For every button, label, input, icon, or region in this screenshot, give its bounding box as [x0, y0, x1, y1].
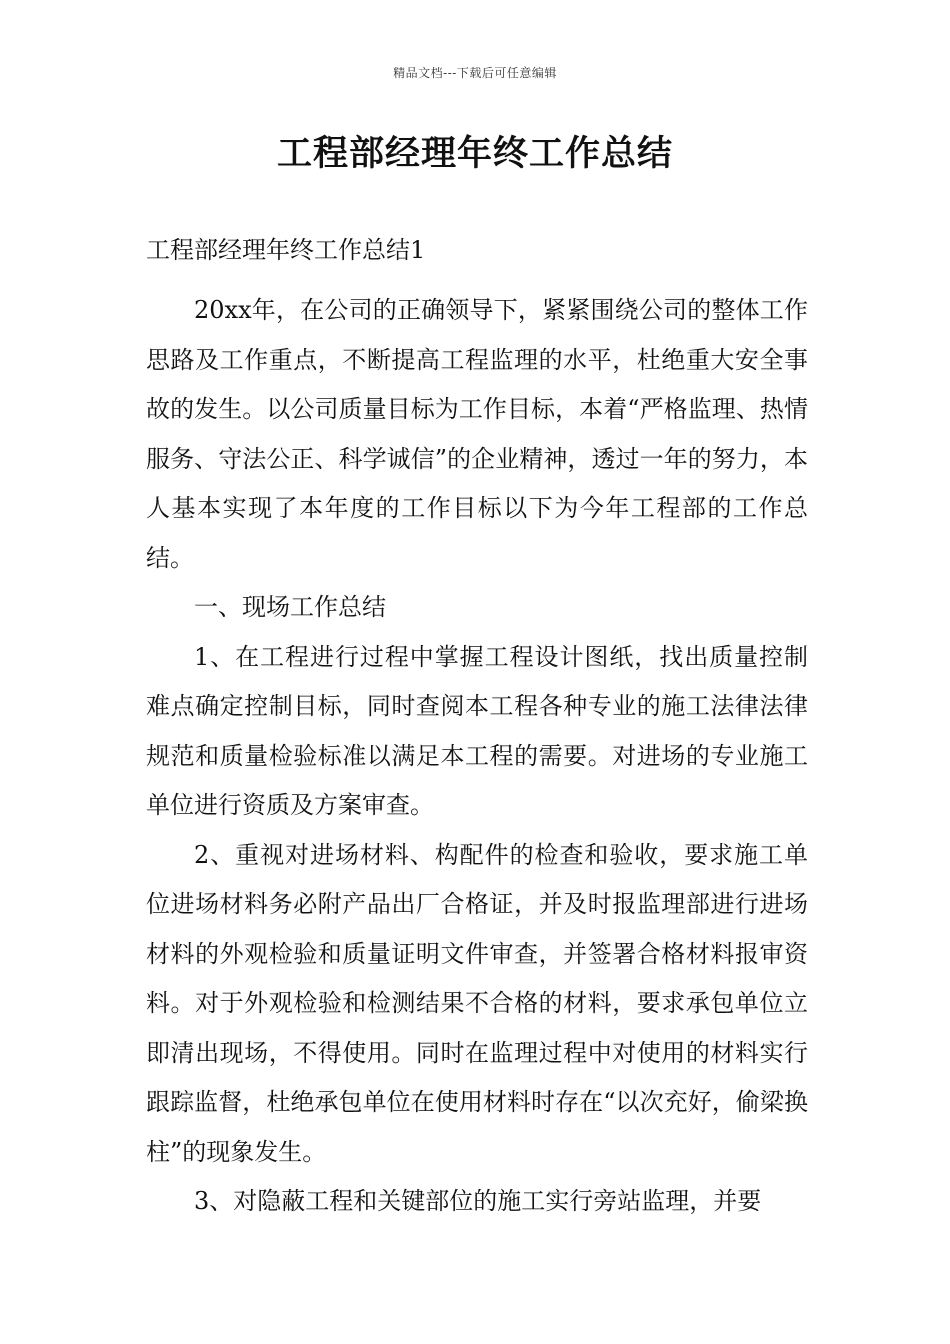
paragraph-intro: 20xx年，在公司的正确领导下，紧紧围绕公司的整体工作思路及工作重点，不断提高工程监理的水平，杜绝重大安全事故的发生。以公司质量目标为工作目标，本着“严格监理、热情服务、守法公正、科学诚信”的企业精神，透过一年的努力，本人基本实现了本年度的工作目标以下为今年工程部的工作总结。: [146, 296, 808, 572]
section-subtitle: 工程部经理年终工作总结1: [146, 236, 426, 264]
document-body: [146, 230, 808, 1227]
header-note: 精品文档---下载后可任意编辑: [393, 66, 557, 80]
paragraph-item-1: 1、在工程进行过程中掌握工程设计图纸，找出质量控制难点确定控制目标，同时查阅本工程各种专业的施工法律法律规范和质量检验标准以满足本工程的需要。对进场的专业施工单位进行资质及方案审查。: [146, 642, 808, 819]
section-heading-onsite-work: 一、现场工作总结: [194, 593, 386, 621]
paragraph-item-3: 3、对隐蔽工程和关键部位的施工实行旁站监理，并要: [194, 1187, 762, 1215]
paragraph-item-2: 2、重视对进场材料、构配件的检查和验收，要求施工单位进场材料务必附产品出厂合格证，并及时报监理部进行进场材料的外观检验和质量证明文件审查，并签署合格材料报审资料。对于外观检验和检测结果不合格的材料，要求承包单位立即清出现场，不得使用。同时在监理过程中对使用的材料实行跟踪监督，杜绝承包单位在使用材料时存在“以次充好，偷梁换柱”的现象发生。: [146, 840, 808, 1166]
document-title: 工程部经理年终工作总结: [276, 133, 673, 174]
